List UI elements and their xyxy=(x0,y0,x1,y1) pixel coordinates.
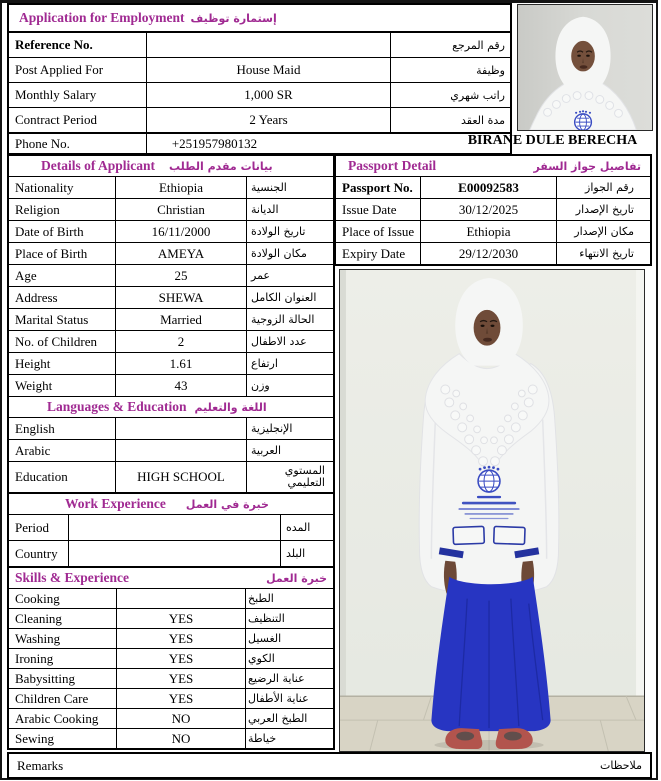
field-label-ar: البلد xyxy=(280,541,333,566)
field-value: 2 xyxy=(115,331,246,352)
field-label: Issue Date xyxy=(342,201,397,217)
field-label: Expiry Date xyxy=(342,245,406,261)
field-label-ar: عدد الاطفال xyxy=(246,331,333,352)
application-header-table xyxy=(7,3,512,134)
remarks-label: Remarks xyxy=(17,757,64,773)
applicant-name: BIRANE DULE BERECHA xyxy=(467,133,638,148)
field-value xyxy=(115,418,246,439)
form-title-arabic: إستمارة توظيف xyxy=(190,11,277,25)
row-sewing xyxy=(9,728,333,748)
field-label-ar: الجنسية xyxy=(246,177,333,198)
field-label-ar: تاريخ الانتهاء xyxy=(556,243,650,264)
section-title-arabic: خبرة في العمل xyxy=(185,497,269,511)
row-post-applied xyxy=(9,57,510,82)
field-label: Post Applied For xyxy=(15,62,104,77)
section-title: Details of Applicant xyxy=(41,158,156,173)
row-contract-period xyxy=(9,107,510,132)
field-label: Height xyxy=(15,355,51,371)
field-value: AMEYA xyxy=(115,243,246,264)
row-children xyxy=(9,330,333,352)
field-value xyxy=(68,515,280,540)
passport-section-header xyxy=(336,156,650,176)
field-label-ar: العربية xyxy=(246,440,333,461)
headshot-illustration xyxy=(518,5,652,130)
field-label-ar: عمر xyxy=(246,265,333,286)
field-value: 25 xyxy=(115,265,246,286)
applicant-full-body-photo xyxy=(339,269,645,752)
field-value xyxy=(68,541,280,566)
field-value xyxy=(146,33,390,57)
field-value xyxy=(115,440,246,461)
field-label: Weight xyxy=(15,377,53,393)
form-title-row xyxy=(9,5,510,33)
field-label: Cleaning xyxy=(15,610,62,626)
row-age xyxy=(9,264,333,286)
field-label: No. of Children xyxy=(15,333,97,349)
field-value: Ethiopia xyxy=(420,221,556,242)
field-label-ar: عناية الرضيع xyxy=(245,669,333,688)
field-label-ar: وزن xyxy=(246,375,333,396)
field-label-ar: وظيفة xyxy=(390,58,510,82)
field-label-ar: تاريخ الإصدار xyxy=(556,199,650,220)
field-label: Country xyxy=(15,545,58,561)
field-label-ar: راتب شهري xyxy=(390,83,510,107)
row-education xyxy=(9,461,333,492)
field-value: 43 xyxy=(115,375,246,396)
field-label: Arabic xyxy=(15,442,51,458)
section-title-arabic: خبرة العمل xyxy=(266,571,327,585)
field-label: Address xyxy=(15,289,58,305)
section-title: Skills & Experience xyxy=(15,570,129,585)
field-label: Monthly Salary xyxy=(15,87,97,102)
field-label: Babysitting xyxy=(15,670,75,686)
row-children-care xyxy=(9,688,333,708)
field-value: Christian xyxy=(115,199,246,220)
field-label: Period xyxy=(15,519,49,535)
passport-details-table xyxy=(334,154,652,266)
field-label: Education xyxy=(15,469,68,484)
form-title: Application for Employment xyxy=(19,10,185,25)
field-label-ar: تاريخ الولادة xyxy=(246,221,333,242)
remarks-label-ar: ملاحظات xyxy=(600,759,642,772)
field-value: House Maid xyxy=(146,58,390,82)
field-label-ar: الديانة xyxy=(246,199,333,220)
field-label-ar: الطبخ xyxy=(245,589,333,608)
field-value: SHEWA xyxy=(115,287,246,308)
languages-section-header xyxy=(9,396,333,417)
field-label-ar: خياطة xyxy=(245,729,333,748)
field-value: 30/12/2025 xyxy=(420,199,556,220)
field-label-ar: الغسيل xyxy=(245,629,333,648)
field-label-ar: رقم الجواز xyxy=(556,177,650,198)
field-value: YES xyxy=(116,609,245,628)
field-label: Marital Status xyxy=(15,311,89,327)
field-label-ar: مكان الولادة xyxy=(246,243,333,264)
row-place-of-birth xyxy=(9,242,333,264)
applicant-details-table xyxy=(7,154,335,750)
row-expiry-date xyxy=(336,242,650,264)
field-label: Ironing xyxy=(15,650,54,666)
field-value: 1.61 xyxy=(115,353,246,374)
field-label: Date of Birth xyxy=(15,223,84,239)
field-value: Ethiopia xyxy=(115,177,246,198)
field-label: Nationality xyxy=(15,179,74,195)
field-label-ar: رقم المرجع xyxy=(390,33,510,57)
field-label: Phone No. xyxy=(15,135,70,151)
field-label: Children Care xyxy=(15,690,89,706)
field-value: YES xyxy=(116,669,245,688)
row-cooking xyxy=(9,588,333,608)
field-label: Place of Birth xyxy=(15,245,88,261)
section-title-arabic: تفاصيل جواز السفر xyxy=(533,159,641,173)
row-cleaning xyxy=(9,608,333,628)
field-label-ar: مدة العقد xyxy=(390,108,510,132)
field-label: Contract Period xyxy=(15,112,97,127)
field-label: English xyxy=(15,420,55,436)
field-label: Sewing xyxy=(15,730,54,746)
row-arabic-cooking xyxy=(9,708,333,728)
row-weight xyxy=(9,374,333,396)
field-value: 29/12/2030 xyxy=(420,243,556,264)
field-value: HIGH SCHOOL xyxy=(115,462,246,492)
row-religion xyxy=(9,198,333,220)
field-value: YES xyxy=(116,689,245,708)
row-passport-no xyxy=(336,176,650,198)
row-ironing xyxy=(9,648,333,668)
field-label-ar: الكوي xyxy=(245,649,333,668)
row-remarks xyxy=(7,752,652,779)
phone-number: +251957980132 xyxy=(146,134,390,153)
row-phone xyxy=(7,132,512,155)
field-value: 1,000 SR xyxy=(146,83,390,107)
field-label: Religion xyxy=(15,201,60,217)
row-marital-status xyxy=(9,308,333,330)
field-value: YES xyxy=(116,629,245,648)
row-country xyxy=(9,540,333,566)
field-label-ar: التنظيف xyxy=(245,609,333,628)
field-value: YES xyxy=(116,649,245,668)
field-label-ar: المده xyxy=(280,515,333,540)
section-title-arabic: اللغة والتعليم xyxy=(194,400,267,414)
row-babysitting xyxy=(9,668,333,688)
details-section-header xyxy=(9,156,333,176)
field-label: Cooking xyxy=(15,590,60,606)
field-label: Place of Issue xyxy=(342,223,415,239)
field-value: NO xyxy=(116,709,245,728)
field-label: Arabic Cooking xyxy=(15,710,99,726)
row-address xyxy=(9,286,333,308)
field-label-ar: المستوي التعليمي xyxy=(246,462,333,492)
row-monthly-salary xyxy=(9,82,510,107)
row-height xyxy=(9,352,333,374)
field-label: Age xyxy=(15,267,37,283)
field-value: Married xyxy=(115,309,246,330)
field-label-ar: ارتفاع xyxy=(246,353,333,374)
field-label-ar: مكان الإصدار xyxy=(556,221,650,242)
row-washing xyxy=(9,628,333,648)
section-title: Passport Detail xyxy=(348,158,437,173)
field-label: Passport No. xyxy=(342,179,413,195)
row-place-of-issue xyxy=(336,220,650,242)
section-title: Languages & Education xyxy=(47,399,187,414)
section-title: Work Experience xyxy=(65,496,166,511)
row-arabic xyxy=(9,439,333,461)
full-body-illustration xyxy=(340,270,644,751)
field-label: Washing xyxy=(15,630,61,646)
row-date-of-birth xyxy=(9,220,333,242)
field-value: E00092583 xyxy=(420,177,556,198)
skills-section-header xyxy=(9,566,333,588)
row-reference-no xyxy=(9,33,510,57)
field-label: Reference No. xyxy=(15,37,93,52)
section-title-arabic: بيانات مقدم الطلب xyxy=(169,159,273,173)
field-label-ar: العنوان الكامل xyxy=(246,287,333,308)
field-label-ar: الإنجليزية xyxy=(246,418,333,439)
row-issue-date xyxy=(336,198,650,220)
row-english xyxy=(9,417,333,439)
field-value xyxy=(116,589,245,608)
field-label-ar: الطبخ العربي xyxy=(245,709,333,728)
applicant-headshot-photo xyxy=(517,4,653,131)
field-label-ar: عناية الأطفال xyxy=(245,689,333,708)
row-period xyxy=(9,514,333,540)
field-value: NO xyxy=(116,729,245,748)
field-label-ar: الحالة الزوجية xyxy=(246,309,333,330)
field-value: 16/11/2000 xyxy=(115,221,246,242)
work-experience-section-header xyxy=(9,492,333,514)
field-value: 2 Years xyxy=(146,108,390,132)
row-nationality xyxy=(9,176,333,198)
